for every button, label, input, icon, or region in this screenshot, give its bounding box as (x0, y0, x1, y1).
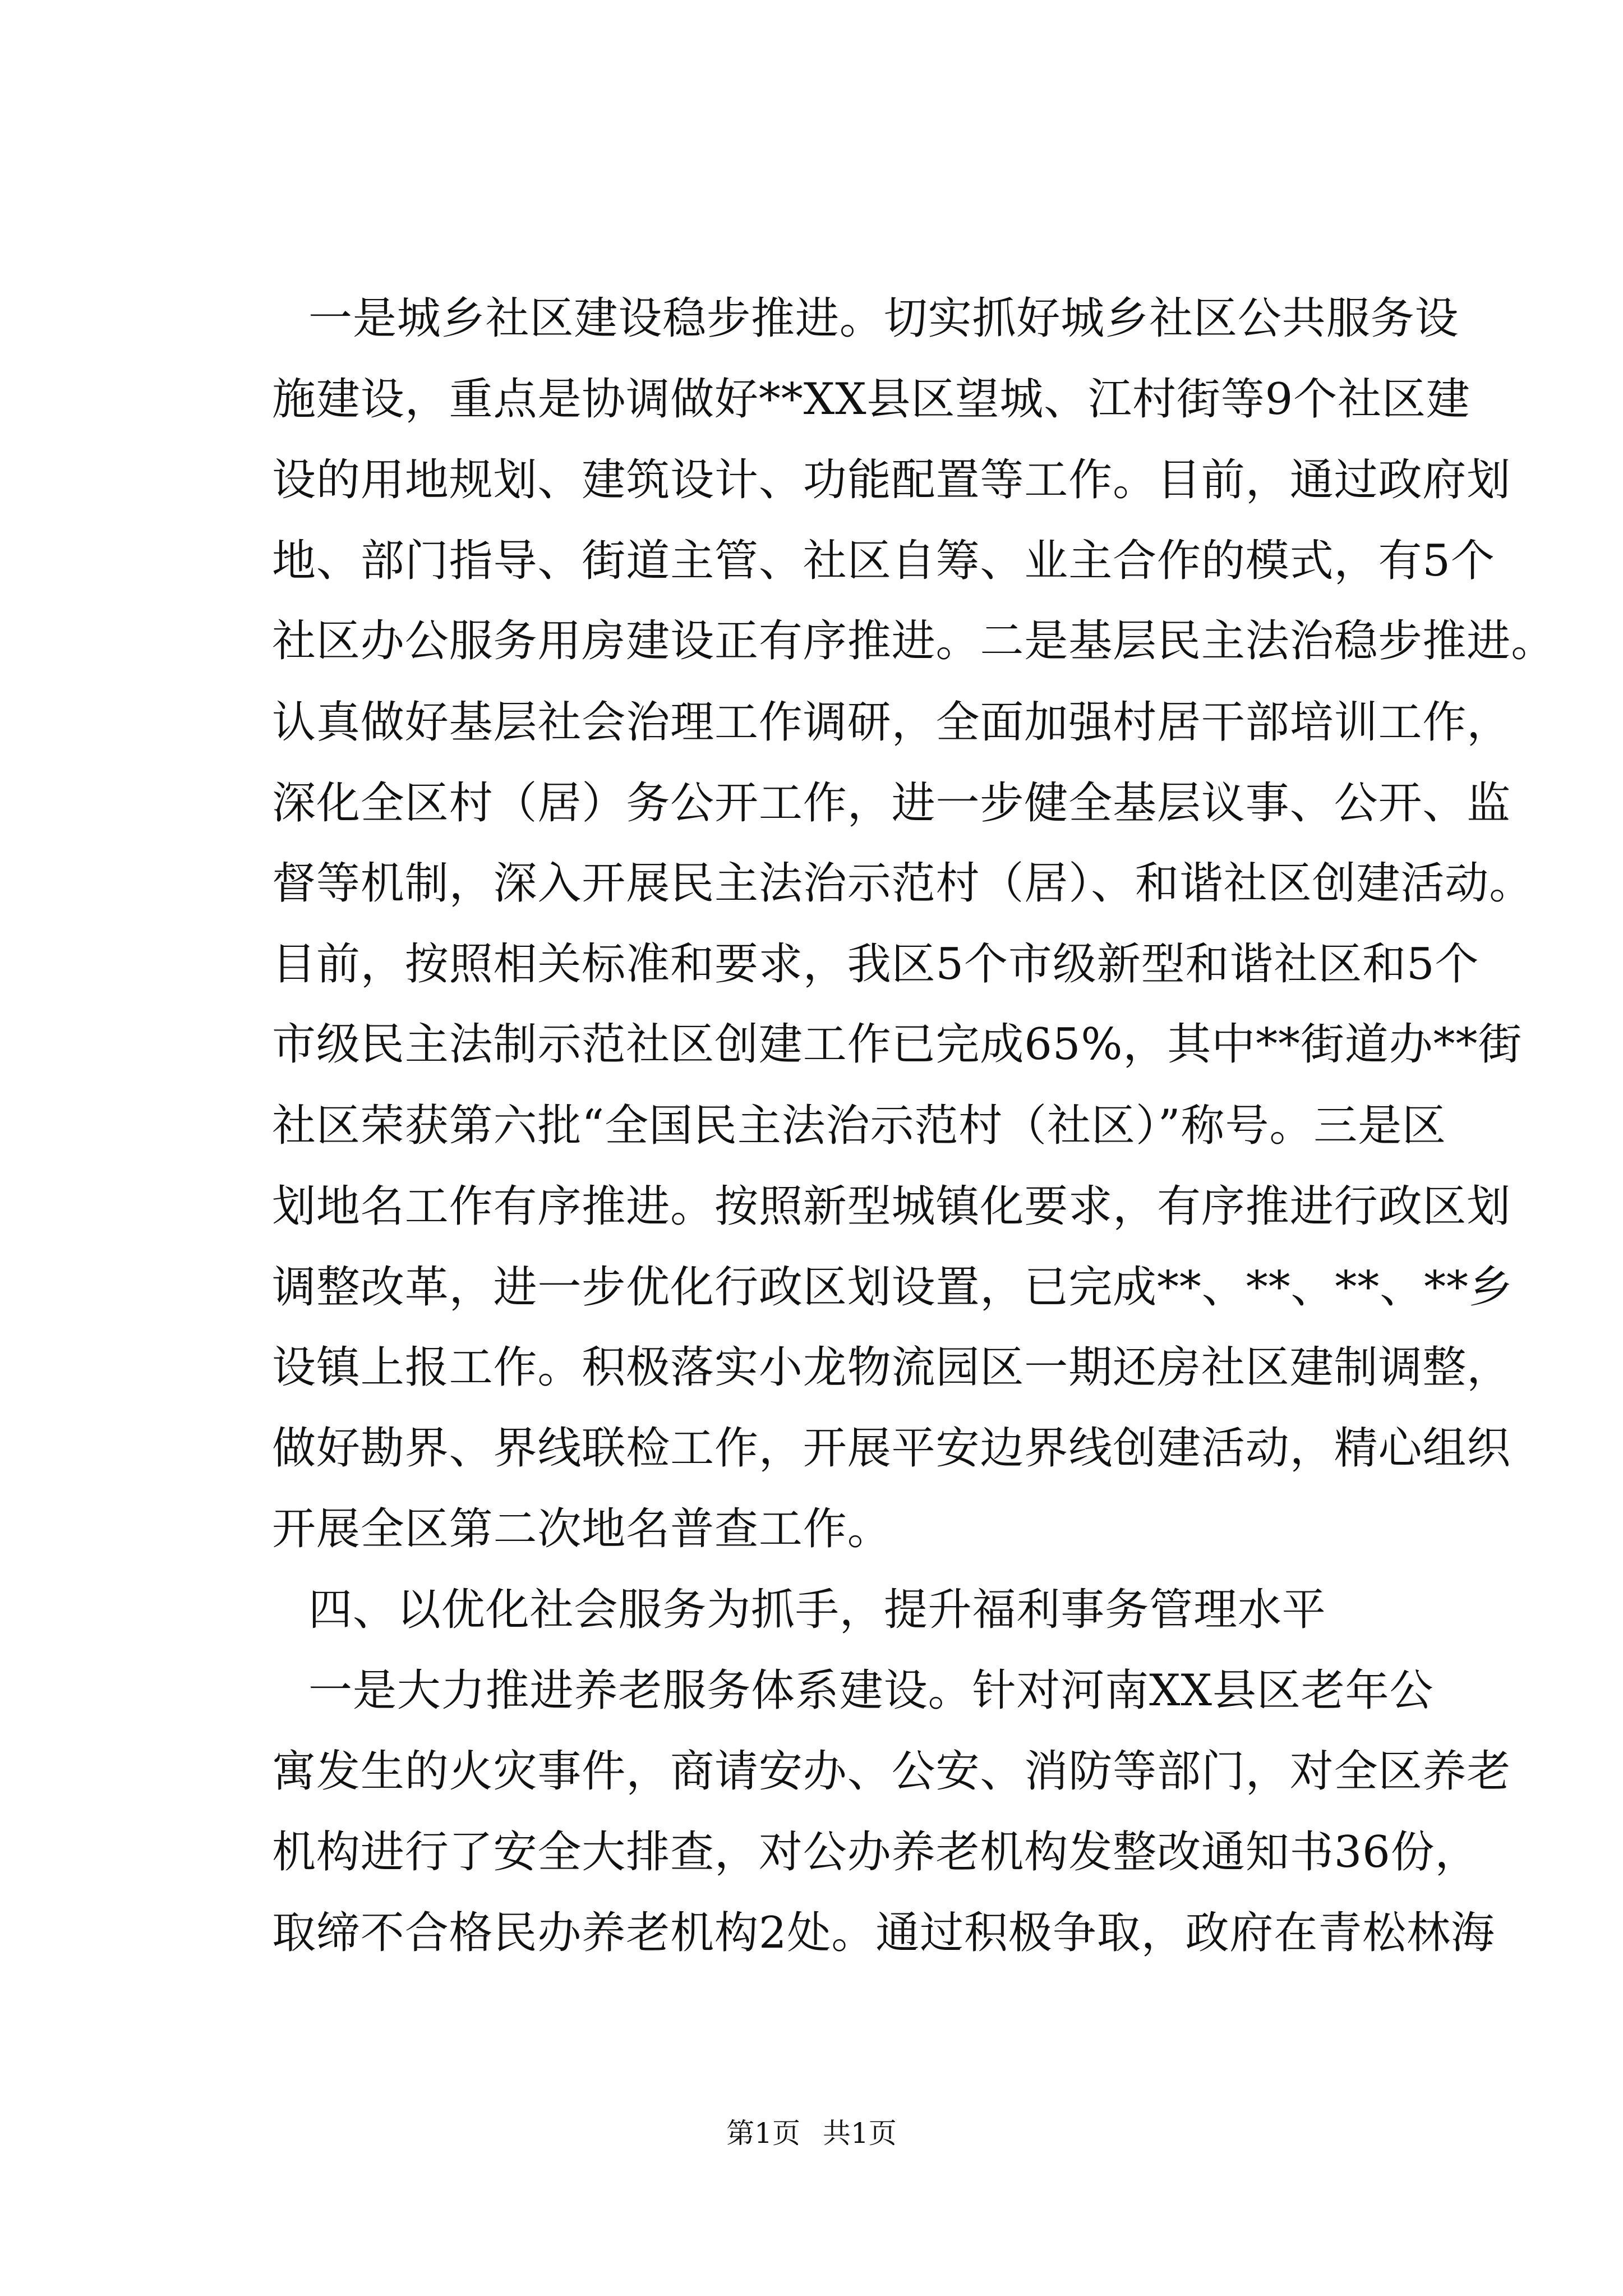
text-line: 督等机制，深入开展民主法治示范村（居）、和谐社区创建活动。 (272, 858, 1534, 909)
text-line: 施建设，重点是协调做好**XX县区望城、江村街等9个社区建 (272, 374, 1470, 425)
text-line: 社区办公服务用房建设正有序推进。二是基层民主法治稳步推进。 (272, 616, 1556, 666)
text-line: 目前，按照相关标准和要求，我区5个市级新型和谐社区和5个 (272, 939, 1479, 990)
text-line: 社区荣获第六批“全国民主法治示范村（社区）”称号。三是区 (272, 1101, 1446, 1151)
text-line: 开展全区第二次地名普查工作。 (272, 1504, 892, 1554)
text-line: 市级民主法制示范社区创建工作已完成65%，其中**街道办**街 (272, 1019, 1523, 1070)
text-line: 一是城乡社区建设稳步推进。切实抓好城乡社区公共服务设 (308, 293, 1459, 344)
page-footer (0, 2114, 1623, 2153)
text-line: 机构进行了安全大排查，对公办养老机构发整改通知书36份， (272, 1827, 1479, 1878)
section-heading: 四、以优化社会服务为抓手，提升福利事务管理水平 (308, 1585, 1326, 1635)
text-line: 深化全区村（居）务公开工作，进一步健全基层议事、公开、监 (272, 778, 1511, 829)
text-line: 一是大力推进养老服务体系建设。针对河南XX县区老年公 (308, 1665, 1434, 1716)
text-line: 做好勘界、界线联检工作，开展平安边界线创建活动，精心组织 (272, 1423, 1511, 1474)
text-line: 认真做好基层社会治理工作调研，全面加强村居干部培训工作， (272, 697, 1511, 748)
text-line: 取缔不合格民办养老机构2处。通过积极争取，政府在青松林海 (272, 1908, 1495, 1958)
text-line: 设镇上报工作。积极落实小龙物流园区一期还房社区建制调整， (272, 1342, 1511, 1393)
text-line: 地、部门指导、街道主管、社区自筹、业主合作的模式，有5个 (272, 536, 1495, 586)
text-line: 调整改革，进一步优化行政区划设置，已完成**、**、**、**乡 (272, 1262, 1513, 1313)
page-number: 第1页 (726, 2117, 800, 2150)
text-line: 设的用地规划、建筑设计、功能配置等工作。目前，通过政府划 (272, 455, 1511, 505)
text-line: 划地名工作有序推进。按照新型城镇化要求，有序推进行政区划 (272, 1181, 1511, 1232)
text-line: 寓发生的火灾事件，商请安办、公安、消防等部门，对全区养老 (272, 1746, 1511, 1797)
page-total: 共1页 (823, 2117, 897, 2150)
